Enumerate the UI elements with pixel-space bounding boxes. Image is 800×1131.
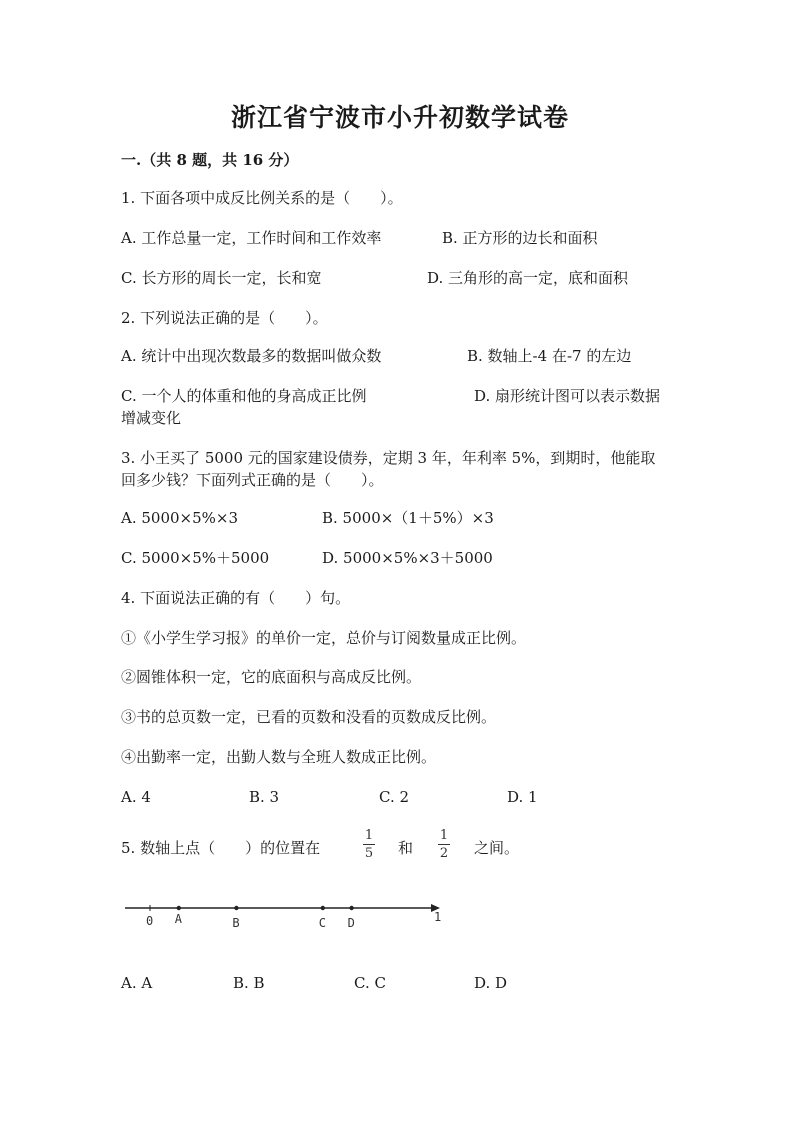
fraction-one-half	[436, 828, 452, 861]
question-4-option-d[interactable]: D. 1	[507, 788, 538, 806]
question-5-option-d[interactable]: D. D	[474, 974, 508, 992]
number-line-point-b	[234, 906, 238, 910]
question-3-option-d[interactable]: D. 5000×5%×3＋5000	[322, 549, 493, 567]
number-line-label-a: A	[174, 912, 183, 926]
section-heading: 一.（共 8 题，共 16 分）	[121, 151, 299, 169]
number-line-point-a	[177, 906, 181, 910]
number-line-label-d: D	[347, 916, 355, 930]
question-5-stem-prefix: 5. 数轴上点（ ）的位置在	[121, 839, 321, 857]
fraction-one-fifth-denominator: 5	[364, 846, 374, 861]
question-1-option-d[interactable]: D. 三角形的高一定，底和面积	[427, 269, 629, 287]
question-3-stem-line-1: 3. 小王买了 5000 元的国家建设债券，定期 3 年，年利率 5%，到期时，他能取	[121, 449, 656, 467]
question-1-option-a[interactable]: A. 工作总量一定，工作时间和工作效率	[121, 229, 382, 247]
number-line-label-c: C	[318, 916, 327, 930]
question-4-statement-4: ④出勤率一定，出勤人数与全班人数成正比例。	[121, 748, 437, 766]
question-4-statement-1: ①《小学生学习报》的单价一定，总价与订阅数量成正比例。	[121, 629, 527, 647]
question-1-option-c[interactable]: C. 长方形的周长一定，长和宽	[121, 269, 322, 287]
question-4-statement-3: ③书的总页数一定，已看的页数和没看的页数成反比例。	[121, 708, 497, 726]
question-4-option-a[interactable]: A. 4	[121, 788, 151, 806]
question-2-stem: 2. 下列说法正确的是（ ）。	[121, 309, 328, 327]
question-3-stem-line-2: 回多少钱？下面列式正确的是（ ）。	[121, 471, 384, 489]
question-5-option-a[interactable]: A. A	[121, 974, 153, 992]
fraction-one-half-denominator: 2	[439, 846, 449, 861]
number-line	[120, 890, 450, 940]
question-4-statement-2: ②圆锥体积一定，它的底面积与高成反比例。	[121, 668, 422, 686]
question-4-option-c[interactable]: C. 2	[379, 788, 410, 806]
number-line-axis	[120, 890, 450, 940]
question-3-option-b[interactable]: B. 5000×（1＋5%）×3	[322, 509, 494, 527]
question-4-option-b[interactable]: B. 3	[249, 788, 280, 806]
question-2-option-d-continued: 增减变化	[121, 409, 182, 427]
question-2-option-b[interactable]: B. 数轴上-4 在-7 的左边	[467, 347, 632, 365]
fraction-one-fifth	[361, 828, 377, 861]
number-line-label-b: B	[232, 916, 240, 930]
fraction-one-half-numerator: 1	[439, 828, 449, 843]
question-5-option-c[interactable]: C. C	[354, 974, 386, 992]
question-1-option-b[interactable]: B. 正方形的边长和面积	[442, 229, 598, 247]
question-2-option-c[interactable]: C. 一个人的体重和他的身高成正比例	[121, 387, 367, 405]
number-line-point-c	[321, 906, 325, 910]
question-2-option-d[interactable]: D. 扇形统计图可以表示数据	[474, 387, 661, 405]
fraction-one-fifth-numerator: 1	[364, 828, 374, 843]
question-1-stem: 1. 下面各项中成反比例关系的是（ ）。	[121, 189, 403, 207]
question-3-option-c[interactable]: C. 5000×5%＋5000	[121, 549, 270, 567]
page-title: 浙江省宁波市小升初数学试卷	[230, 103, 569, 132]
number-line-point-d	[349, 906, 353, 910]
question-4-stem: 4. 下面说法正确的有（ ）句。	[121, 589, 351, 607]
number-line-label-1: 1	[434, 910, 442, 924]
question-3-option-a[interactable]: A. 5000×5%×3	[121, 509, 239, 527]
number-line-label-0: 0	[146, 914, 154, 928]
question-2-option-a[interactable]: A. 统计中出现次数最多的数据叫做众数	[121, 347, 382, 365]
question-5-option-b[interactable]: B. B	[233, 974, 265, 992]
question-5-and: 和	[398, 839, 414, 857]
question-5-stem-suffix: 之间。	[474, 839, 520, 857]
